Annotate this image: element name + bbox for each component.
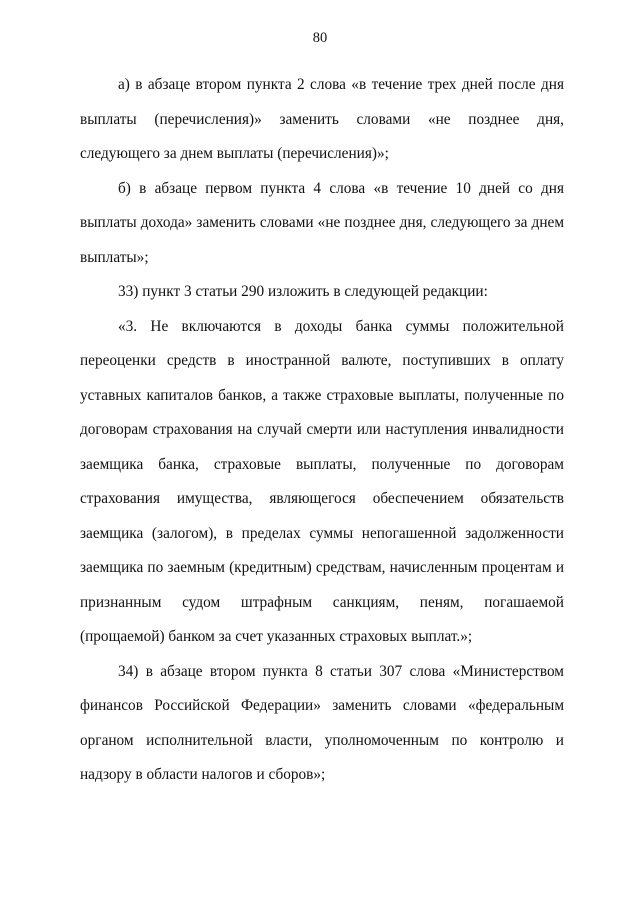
paragraph-article-290-text: «3. Не включаются в доходы банка суммы положительной переоценки средств в иностранной валюте, поступивших в оплату уставных капиталов банков, а также страховые выплаты, полученные по договорам страхования на случай смерти или наступления инвалидности заемщика банка, страховые выплаты, полученные по договорам страхования имущества, являющегося обеспечением обязательств заемщика (залогом), в пределах суммы непогашенной задолженности заемщика по заемным (кредитным) средствам, начисленным процентам и признанным судом штрафным санкциям, пеням, погашаемой (прощаемой) банком за счет указанных страховых выплат.»; bbox=[80, 317, 564, 645]
document-body bbox=[80, 68, 564, 793]
paragraph-33: 33) пункт 3 статьи 290 изложить в следующей редакции: bbox=[118, 283, 488, 300]
paragraph-34: 34) в абзаце втором пункта 8 статьи 307 слова «Министерством финансов Российской Федерации» заменить словами «федеральным органом исполнительной власти, уполномоченным по контролю и надзору в области налогов и сборов»; bbox=[80, 662, 564, 783]
paragraph-b: б) в абзаце первом пункта 4 слова «в течение 10 дней со дня выплаты дохода» заменить словами «не позднее дня, следующего за днем выплаты»; bbox=[80, 179, 564, 266]
page-number: 80 bbox=[312, 30, 328, 46]
paragraph-a: а) в абзаце втором пункта 2 слова «в течение трех дней после дня выплаты (перечисления)» заменить словами «не позднее дня, следующего за днем выплаты (перечисления)»; bbox=[80, 76, 564, 162]
